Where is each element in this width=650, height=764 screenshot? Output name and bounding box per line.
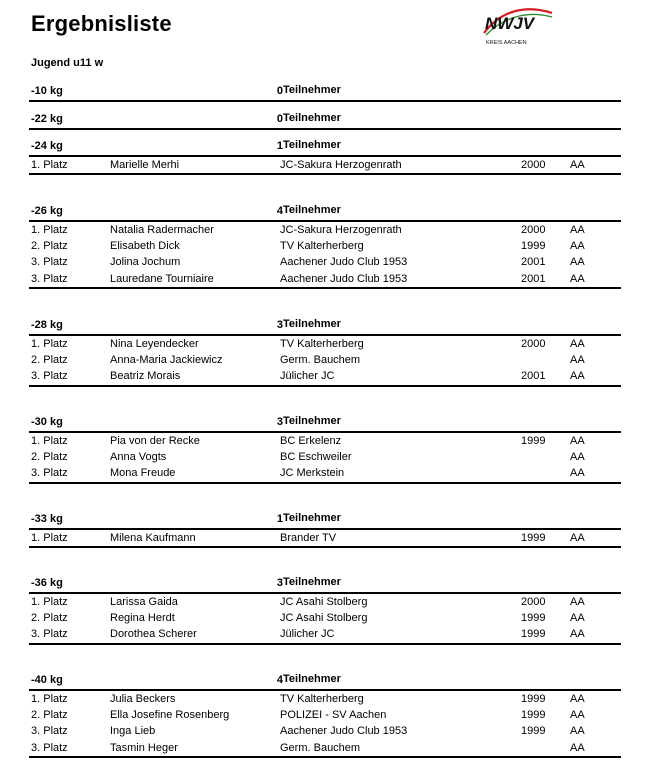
region-code: AA [570, 256, 585, 269]
club-name: JC Asahi Stolberg [280, 596, 368, 608]
weight-group [29, 110, 621, 130]
birth-year: 2001 [521, 370, 546, 383]
athlete-name: Ella Josefine Rosenberg [110, 709, 230, 722]
weight-group-header [29, 574, 621, 594]
weight-group [29, 413, 621, 484]
birth-year: 1999 [521, 240, 546, 253]
table-row [29, 157, 621, 173]
place: 2. Platz [31, 240, 68, 253]
athlete-name: Jolina Jochum [110, 256, 181, 269]
birth-year: 2001 [521, 272, 546, 285]
weight-class: -26 kg [31, 205, 63, 217]
athlete-name: Mona Freude [110, 467, 176, 480]
athlete-name: Marielle Merhi [110, 159, 180, 171]
weight-group [29, 137, 621, 175]
weight-group [29, 574, 621, 645]
region-code: AA [570, 709, 585, 722]
table-row [29, 530, 621, 546]
athlete-name: Dorothea Scherer [110, 628, 197, 641]
region-code: AA [570, 338, 585, 350]
participant-label: Teilnehmer [283, 318, 341, 330]
birth-year: 1999 [521, 693, 546, 705]
athlete-name: Anna Vogts [110, 451, 167, 464]
result-rows [29, 433, 621, 484]
birth-year: 1999 [521, 612, 546, 625]
region-code: AA [570, 272, 585, 285]
place: 2. Platz [31, 354, 68, 367]
athlete-name: Nina Leyendecker [110, 338, 199, 350]
birth-year: 1999 [521, 725, 546, 738]
result-rows [29, 157, 621, 175]
participant-label: Teilnehmer [283, 576, 341, 588]
birth-year: 2001 [521, 256, 546, 269]
region-code: AA [570, 240, 585, 253]
weight-group [29, 202, 621, 289]
region-code: AA [570, 741, 585, 754]
weight-class: -28 kg [31, 319, 63, 331]
participant-label: Teilnehmer [283, 204, 341, 216]
place: 1. Platz [31, 338, 68, 350]
place: 3. Platz [31, 628, 68, 641]
participant-count: 0 [276, 113, 283, 125]
place: 3. Platz [31, 272, 68, 285]
club-name: POLIZEI - SV Aachen [280, 709, 387, 722]
nwjv-logo-icon [478, 3, 556, 47]
place: 1. Platz [31, 159, 68, 171]
birth-year: 1999 [521, 435, 546, 447]
weight-group-header [29, 316, 621, 336]
place: 3. Platz [31, 725, 68, 738]
athlete-name: Larissa Gaida [110, 596, 178, 608]
table-row [29, 238, 621, 254]
participant-count: 1 [276, 513, 283, 525]
place: 1. Platz [31, 596, 68, 608]
region-code: AA [570, 532, 585, 544]
table-row [29, 368, 621, 384]
weight-group-header [29, 82, 621, 102]
club-name: Brander TV [280, 532, 337, 544]
result-rows [29, 594, 621, 645]
athlete-name: Inga Lieb [110, 725, 156, 738]
place: 1. Platz [31, 435, 68, 447]
table-row [29, 610, 621, 626]
club-name: JC-Sakura Herzogenrath [280, 224, 402, 236]
athlete-name: Anna-Maria Jackiewicz [110, 354, 223, 367]
region-code: AA [570, 159, 585, 171]
athlete-name: Milena Kaufmann [110, 532, 196, 544]
table-row [29, 594, 621, 610]
result-rows [29, 336, 621, 387]
age-class-label: Jugend u11 w [31, 57, 104, 69]
participant-count: 3 [276, 577, 283, 589]
participant-count: 4 [276, 205, 283, 217]
participant-label: Teilnehmer [283, 415, 341, 427]
weight-group-header [29, 137, 621, 157]
table-row [29, 626, 621, 642]
region-code: AA [570, 435, 585, 447]
weight-class: -33 kg [31, 513, 63, 525]
region-code: AA [570, 370, 585, 383]
participant-label: Teilnehmer [283, 139, 341, 151]
club-name: JC Asahi Stolberg [280, 612, 368, 625]
weight-class: -22 kg [31, 113, 63, 125]
club-name: Aachener Judo Club 1953 [280, 725, 408, 738]
place: 3. Platz [31, 256, 68, 269]
birth-year: 2000 [521, 338, 546, 350]
club-name: Germ. Bauchem [280, 741, 361, 754]
weight-class: -24 kg [31, 140, 63, 152]
weight-class: -10 kg [31, 85, 63, 97]
athlete-name: Tasmin Heger [110, 741, 178, 754]
birth-year: 2000 [521, 596, 546, 608]
table-row [29, 352, 621, 368]
club-name: Germ. Bauchem [280, 354, 361, 367]
weight-class: -40 kg [31, 674, 63, 686]
weight-class: -30 kg [31, 416, 63, 428]
table-row [29, 254, 621, 270]
participant-count: 0 [276, 85, 283, 97]
place: 1. Platz [31, 693, 68, 705]
place: 1. Platz [31, 532, 68, 544]
club-name: BC Erkelenz [280, 435, 342, 447]
region-code: AA [570, 451, 585, 464]
place: 3. Platz [31, 467, 68, 480]
club-name: JC Merkstein [280, 467, 345, 480]
region-code: AA [570, 354, 585, 367]
place: 3. Platz [31, 370, 68, 383]
place: 1. Platz [31, 224, 68, 236]
table-row [29, 222, 621, 238]
birth-year: 1999 [521, 532, 546, 544]
club-name: JC-Sakura Herzogenrath [280, 159, 402, 171]
place: 2. Platz [31, 709, 68, 722]
weight-group-header [29, 671, 621, 691]
result-rows [29, 691, 621, 758]
table-row [29, 707, 621, 723]
logo-text: NWJV [485, 14, 535, 33]
club-name: Aachener Judo Club 1953 [280, 272, 408, 285]
weight-class: -36 kg [31, 577, 63, 589]
table-row [29, 433, 621, 449]
birth-year: 2000 [521, 159, 546, 171]
birth-year: 1999 [521, 628, 546, 641]
weight-group-header [29, 202, 621, 222]
weight-group [29, 671, 621, 758]
page-title: Ergebnisliste [31, 11, 172, 36]
athlete-name: Julia Beckers [110, 693, 176, 705]
participant-count: 4 [276, 674, 283, 686]
athlete-name: Regina Herdt [110, 612, 175, 625]
region-code: AA [570, 628, 585, 641]
table-row [29, 740, 621, 756]
participant-count: 3 [276, 416, 283, 428]
participant-label: Teilnehmer [283, 512, 341, 524]
region-code: AA [570, 596, 585, 608]
region-code: AA [570, 693, 585, 705]
table-row [29, 336, 621, 352]
logo-subtext: KREIS AACHEN [486, 40, 527, 46]
club-name: TV Kalterherberg [280, 240, 364, 253]
weight-group [29, 510, 621, 548]
result-rows [29, 530, 621, 548]
club-name: TV Kalterherberg [280, 693, 364, 705]
club-name: Jülicher JC [280, 628, 335, 641]
region-code: AA [570, 612, 585, 625]
table-row [29, 465, 621, 481]
club-name: Aachener Judo Club 1953 [280, 256, 408, 269]
athlete-name: Lauredane Tourniaire [110, 272, 214, 285]
place: 2. Platz [31, 612, 68, 625]
place: 2. Platz [31, 451, 68, 464]
participant-count: 3 [276, 319, 283, 331]
table-row [29, 449, 621, 465]
club-name: Jülicher JC [280, 370, 335, 383]
athlete-name: Elisabeth Dick [110, 240, 180, 253]
table-row [29, 271, 621, 287]
weight-group [29, 316, 621, 387]
participant-count: 1 [276, 140, 283, 152]
weight-group [29, 82, 621, 102]
region-code: AA [570, 725, 585, 738]
region-code: AA [570, 467, 585, 480]
weight-group-header [29, 413, 621, 433]
club-name: TV Kalterherberg [280, 338, 364, 350]
result-rows [29, 222, 621, 289]
participant-label: Teilnehmer [283, 673, 341, 685]
table-row [29, 723, 621, 739]
birth-year: 1999 [521, 709, 546, 722]
weight-group-header [29, 510, 621, 530]
athlete-name: Beatriz Morais [110, 370, 181, 383]
athlete-name: Natalia Radermacher [110, 224, 214, 236]
weight-group-header [29, 110, 621, 130]
athlete-name: Pia von der Recke [110, 435, 200, 447]
birth-year: 2000 [521, 224, 546, 236]
club-name: BC Eschweiler [280, 451, 352, 464]
place: 3. Platz [31, 741, 68, 754]
table-row [29, 691, 621, 707]
participant-label: Teilnehmer [283, 112, 341, 124]
participant-label: Teilnehmer [283, 84, 341, 96]
region-code: AA [570, 224, 585, 236]
